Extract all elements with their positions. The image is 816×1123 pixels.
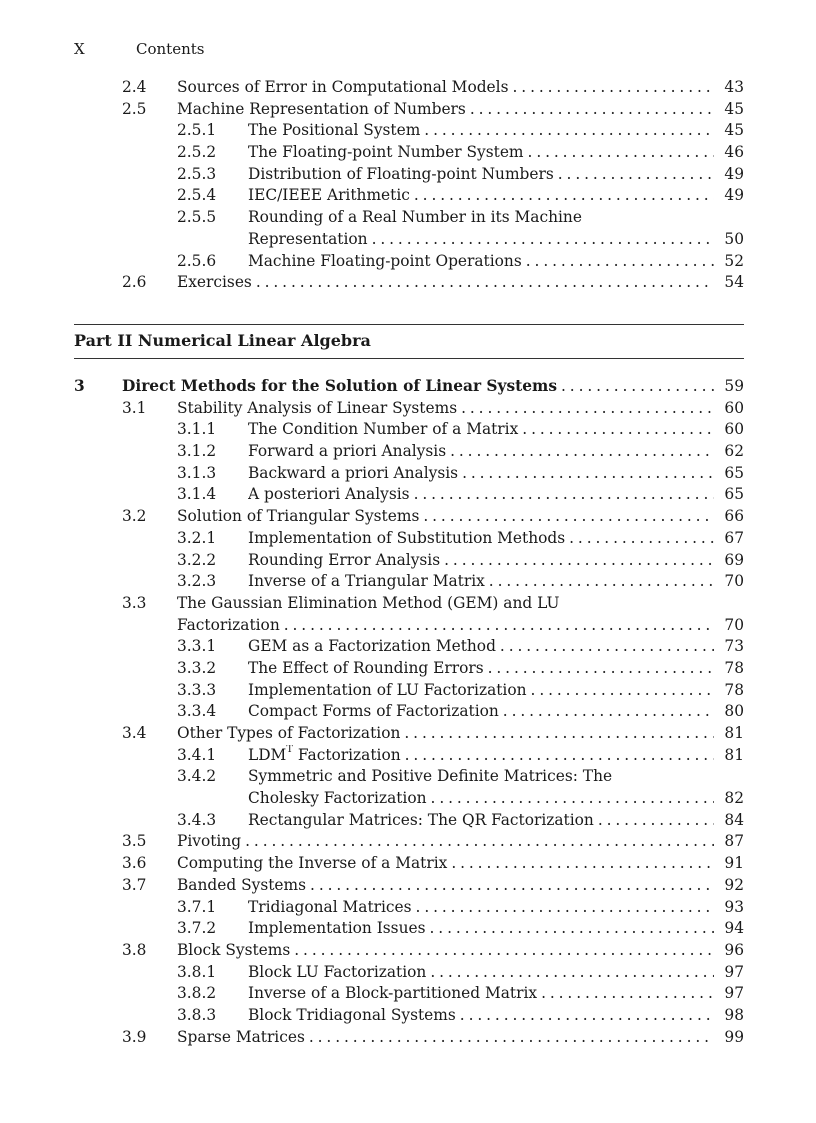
toc-entry[interactable]: 2.5.3 Distribution of Floating-point Numbers . . . 49 (74, 164, 744, 186)
running-title: Contents (136, 40, 205, 58)
toc-entry[interactable]: 3.4.1 $LDM^T$ Factorization . . . 81 (74, 745, 744, 767)
toc-entry-continued[interactable]: Representation . . . 50 (74, 229, 744, 251)
toc-entry[interactable]: 3.2 Solution of Triangular Systems . . . 66 (74, 506, 744, 528)
toc-entry[interactable]: 3.2.2 Rounding Error Analysis . . . 69 (74, 550, 744, 572)
part-rule-bottom (74, 358, 744, 359)
toc-entry[interactable]: 2.5.1 The Positional System . . . 45 (74, 120, 744, 142)
toc-entry[interactable]: 2.5.6 Machine Floating-point Operations . . . 52 (74, 251, 744, 273)
toc-entry[interactable]: 3.5 Pivoting . . . 87 (74, 831, 744, 853)
toc-entry[interactable]: 3.1.1 The Condition Number of a Matrix . . . 60 (74, 419, 744, 441)
toc-entry[interactable]: 2.5.5 Rounding of a Real Number in its Machine (177, 208, 582, 227)
toc-entry[interactable]: 3.4.2 Symmetric and Positive Definite Matrices: The (177, 767, 613, 786)
toc-entry[interactable]: 3.2.1 Implementation of Substitution Methods . . . 67 (74, 528, 744, 550)
toc-entry[interactable]: 3.8 Block Systems . . . 96 (74, 940, 744, 962)
toc-entry[interactable]: 3.3.2 The Effect of Rounding Errors . . . 78 (74, 658, 744, 680)
toc-entry[interactable]: 3.7.1 Tridiagonal Matrices . . . 93 (74, 897, 744, 919)
page-number: X (74, 40, 85, 58)
toc-entry[interactable]: 3.3.1 GEM as a Factorization Method . . . 73 (74, 636, 744, 658)
toc-section-chapter-3 (74, 376, 744, 1048)
toc-entry-continued[interactable]: Cholesky Factorization . . . 82 (74, 788, 744, 810)
toc-entry[interactable]: 3.3.4 Compact Forms of Factorization . . . 80 (74, 701, 744, 723)
toc-entry[interactable]: 3.3 The Gaussian Elimination Method (GEM) and LU (122, 593, 560, 612)
toc-entry[interactable]: 3.7.2 Implementation Issues . . . 94 (74, 918, 744, 940)
toc-entry[interactable]: 3.4.3 Rectangular Matrices: The QR Factorization . . . 84 (74, 810, 744, 832)
toc-entry[interactable]: 2.4 Sources of Error in Computational Models . . . 43 (74, 77, 744, 99)
toc-entry[interactable]: 2.5.4 IEC/IEEE Arithmetic . . . 49 (74, 185, 744, 207)
toc-entry[interactable]: 3.8.1 Block LU Factorization . . . 97 (74, 962, 744, 984)
toc-entry[interactable]: 3.1 Stability Analysis of Linear Systems . . . 60 (74, 398, 744, 420)
toc-entry[interactable]: 3.1.2 Forward a priori Analysis . . . 62 (74, 441, 744, 463)
toc-entry[interactable]: 3.1.3 Backward a priori Analysis . . . 65 (74, 463, 744, 485)
toc-entry[interactable]: 2.5.2 The Floating-point Number System . . . 46 (74, 142, 744, 164)
toc-entry[interactable]: 3.6 Computing the Inverse of a Matrix . . . 91 (74, 853, 744, 875)
superscript-t: T (286, 744, 293, 755)
toc-entry[interactable]: 3.3.3 Implementation of LU Factorization . . . 78 (74, 680, 744, 702)
toc-section-top (74, 77, 744, 294)
toc-entry[interactable]: 3.8.2 Inverse of a Block-partitioned Matrix . . . 97 (74, 983, 744, 1005)
toc-entry[interactable]: 3.9 Sparse Matrices . . . 99 (74, 1027, 744, 1049)
toc-entry[interactable]: 2.5 Machine Representation of Numbers . . . 45 (74, 99, 744, 121)
toc-chapter-entry[interactable]: 3 Direct Methods for the Solution of Linear Systems . . . 59 (74, 376, 744, 398)
toc-entry[interactable]: 3.2.3 Inverse of a Triangular Matrix . . . 70 (74, 571, 744, 593)
toc-entry[interactable]: 3.7 Banded Systems . . . 92 (74, 875, 744, 897)
part-rule-top (74, 324, 744, 325)
toc-entry[interactable]: 3.1.4 A posteriori Analysis . . . 65 (74, 484, 744, 506)
toc-entry-continued[interactable]: Factorization . . . 70 (74, 615, 744, 637)
part-title: Part II Numerical Linear Algebra (74, 331, 371, 350)
toc-entry[interactable]: 2.6 Exercises . . . 54 (74, 272, 744, 294)
toc-entry[interactable]: 3.4 Other Types of Factorization . . . 81 (74, 723, 744, 745)
toc-entry[interactable]: 3.8.3 Block Tridiagonal Systems . . . 98 (74, 1005, 744, 1027)
